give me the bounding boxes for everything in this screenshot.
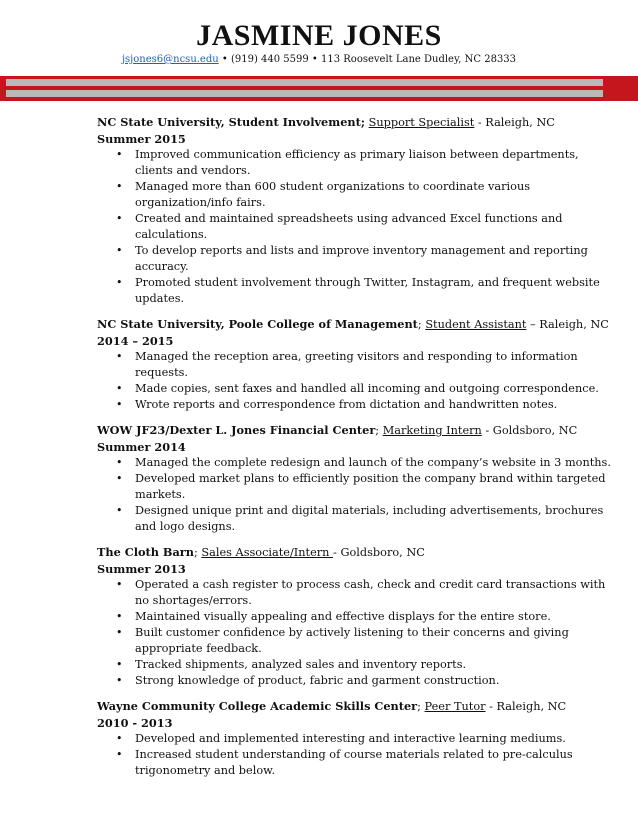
bullet-text: Developed market plans to efficiently position the company brand within targeted markets. bbox=[135, 472, 606, 501]
job-organization: WOW JF23/Dexter L. Jones Financial Center bbox=[97, 423, 376, 437]
bullet-text: Wrote reports and correspondence from dictation and handwritten notes. bbox=[135, 398, 558, 411]
bullet-text: Designed unique print and digital materials, including advertisements, brochures and logo designs. bbox=[135, 504, 604, 533]
bullet-icon: • bbox=[116, 244, 123, 257]
bullet-icon: • bbox=[116, 610, 123, 623]
bullet-text: Built customer confidence by actively listening to their concerns and giving appropriate feedback. bbox=[135, 626, 569, 655]
bullet-item bbox=[97, 471, 617, 503]
job-bullet-list bbox=[97, 147, 617, 307]
job-entry bbox=[97, 698, 617, 779]
job-bullet-list bbox=[97, 731, 617, 779]
bullet-item bbox=[97, 577, 617, 609]
bullet-text: Maintained visually appealing and effective displays for the entire store. bbox=[135, 610, 551, 623]
header-divider-band bbox=[0, 76, 638, 101]
job-heading bbox=[97, 316, 617, 333]
job-location: - Raleigh, NC bbox=[485, 700, 567, 713]
bullet-item bbox=[97, 275, 617, 307]
job-title: Student Assistant bbox=[425, 318, 527, 331]
bullet-text: Increased student understanding of course materials related to pre-calculus trigonometry and below. bbox=[135, 748, 573, 777]
job-heading bbox=[97, 422, 617, 439]
job-title: Peer Tutor bbox=[424, 700, 486, 713]
job-title: Sales Associate/Intern bbox=[201, 546, 334, 559]
job-bullet-list bbox=[97, 455, 617, 535]
bullet-text: Operated a cash register to process cash, check and credit card transactions with no shortages/errors. bbox=[135, 578, 606, 607]
job-heading bbox=[97, 114, 617, 131]
job-dates: Summer 2013 bbox=[97, 562, 186, 576]
bullet-text: Strong knowledge of product, fabric and garment construction. bbox=[135, 674, 500, 687]
job-separator: ; bbox=[417, 700, 425, 713]
bullet-icon: • bbox=[116, 578, 123, 591]
job-separator: ; bbox=[375, 424, 383, 437]
bullet-icon: • bbox=[116, 748, 123, 761]
bullet-text: To develop reports and lists and improve inventory management and reporting accuracy. bbox=[135, 244, 588, 273]
job-entry bbox=[97, 422, 617, 535]
bullet-icon: • bbox=[116, 504, 123, 517]
job-title: Support Specialist bbox=[368, 116, 475, 129]
job-location: - Goldsboro, NC bbox=[481, 424, 578, 437]
contact-line bbox=[0, 53, 638, 67]
job-dates: Summer 2014 bbox=[97, 440, 186, 454]
job-dates: 2010 - 2013 bbox=[97, 716, 173, 730]
bullet-text: Developed and implemented interesting and interactive learning mediums. bbox=[135, 732, 566, 745]
bullet-item bbox=[97, 397, 617, 413]
divider-bar-bottom bbox=[6, 90, 603, 97]
bullet-icon: • bbox=[116, 350, 123, 363]
bullet-text: Made copies, sent faxes and handled all incoming and outgoing correspondence. bbox=[135, 382, 599, 395]
job-entry bbox=[97, 544, 617, 689]
bullet-text: Promoted student involvement through Twitter, Instagram, and frequent website updates. bbox=[135, 276, 600, 305]
job-location: – Raleigh, NC bbox=[526, 318, 609, 331]
job-location: - Goldsboro, NC bbox=[333, 546, 425, 559]
bullet-text: Improved communication efficiency as primary liaison between departments, clients and vendors. bbox=[135, 148, 579, 177]
bullet-icon: • bbox=[116, 212, 123, 225]
job-organization: The Cloth Barn bbox=[97, 545, 194, 559]
bullet-text: Managed more than 600 student organizations to coordinate various organization/info fairs. bbox=[135, 180, 531, 209]
bullet-icon: • bbox=[116, 626, 123, 639]
email-link[interactable]: jsjones6@ncsu.edu bbox=[121, 54, 219, 65]
bullet-text: Managed the complete redesign and launch of the company’s website in 3 months. bbox=[135, 456, 611, 469]
job-bullet-list bbox=[97, 577, 617, 689]
bullet-item bbox=[97, 455, 617, 471]
job-entry bbox=[97, 114, 617, 307]
job-heading bbox=[97, 698, 617, 715]
bullet-icon: • bbox=[116, 276, 123, 289]
bullet-item bbox=[97, 243, 617, 275]
job-heading bbox=[97, 544, 617, 561]
contact-details: • (919) 440 5599 • 113 Roosevelt Lane Dudley, NC 28333 bbox=[218, 54, 517, 65]
job-entry bbox=[97, 316, 617, 413]
bullet-text: Managed the reception area, greeting visitors and responding to information requests. bbox=[135, 350, 578, 379]
job-organization: NC State University, Poole College of Management bbox=[97, 317, 418, 331]
job-dates: 2014 – 2015 bbox=[97, 334, 174, 348]
job-bullet-list bbox=[97, 349, 617, 413]
bullet-item bbox=[97, 179, 617, 211]
bullet-item bbox=[97, 147, 617, 179]
job-dates: Summer 2015 bbox=[97, 132, 186, 146]
bullet-icon: • bbox=[116, 180, 123, 193]
bullet-item bbox=[97, 503, 617, 535]
job-separator: ; bbox=[193, 546, 202, 559]
bullet-icon: • bbox=[116, 472, 123, 485]
bullet-item bbox=[97, 657, 617, 673]
bullet-icon: • bbox=[116, 456, 123, 469]
bullet-text: Created and maintained spreadsheets using advanced Excel functions and calculations. bbox=[135, 212, 563, 241]
bullet-icon: • bbox=[116, 732, 123, 745]
bullet-item bbox=[97, 349, 617, 381]
divider-bar-top bbox=[6, 79, 603, 86]
bullet-item bbox=[97, 731, 617, 747]
bullet-icon: • bbox=[116, 382, 123, 395]
bullet-text: Tracked shipments, analyzed sales and inventory reports. bbox=[135, 658, 467, 671]
bullet-icon: • bbox=[116, 658, 123, 671]
bullet-icon: • bbox=[116, 674, 123, 687]
bullet-item bbox=[97, 609, 617, 625]
experience-section bbox=[97, 114, 617, 788]
bullet-item bbox=[97, 211, 617, 243]
job-separator: ; bbox=[417, 318, 426, 331]
bullet-item bbox=[97, 381, 617, 397]
bullet-icon: • bbox=[116, 398, 123, 411]
bullet-item bbox=[97, 673, 617, 689]
job-location: - Raleigh, NC bbox=[474, 116, 555, 129]
bullet-item bbox=[97, 747, 617, 779]
bullet-icon: • bbox=[116, 148, 123, 161]
resume-name: JASMINE JONES bbox=[196, 19, 442, 52]
bullet-item bbox=[97, 625, 617, 657]
job-organization: Wayne Community College Academic Skills Center bbox=[97, 699, 418, 713]
job-organization: NC State University, Student Involvement; bbox=[97, 115, 365, 129]
job-title: Marketing Intern bbox=[382, 424, 482, 437]
